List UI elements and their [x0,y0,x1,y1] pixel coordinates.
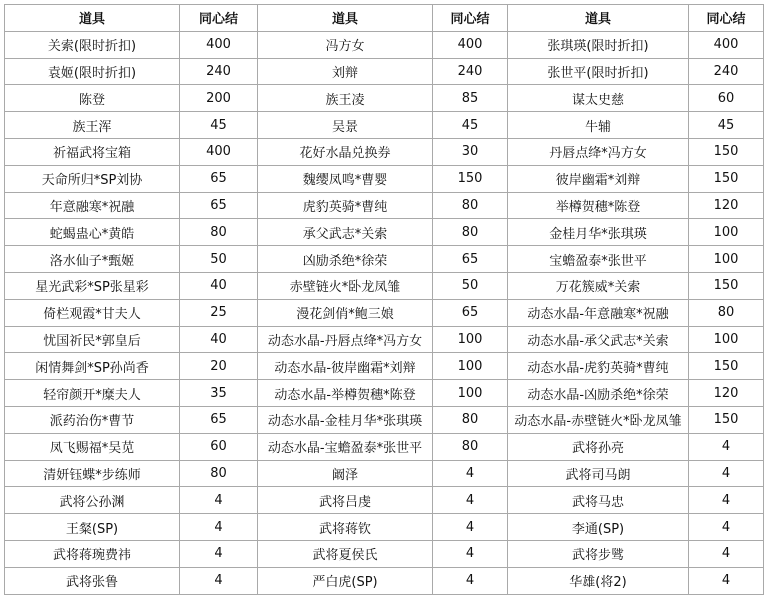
item-name-cell: 洛水仙子*甄姬 [5,246,180,273]
item-name-cell: 忧国祈民*郭皇后 [5,326,180,353]
header-item-3: 道具 [508,5,689,32]
knot-count-cell: 4 [433,567,508,594]
item-name-cell: 武将司马朗 [508,460,689,487]
item-name-cell: 动态水晶-举樽贺穗*陈登 [258,380,433,407]
knot-count-cell: 30 [433,138,508,165]
item-name-cell: 武将马忠 [508,487,689,514]
item-name-cell: 动态水晶-赤壁链火*卧龙凤雏 [508,406,689,433]
knot-count-cell: 240 [689,58,764,85]
table-row [5,138,764,165]
table-row [5,58,764,85]
knot-count-cell: 400 [689,31,764,58]
knot-count-cell: 40 [180,272,258,299]
knot-count-cell: 100 [689,246,764,273]
item-name-cell: 倚栏观霞*甘夫人 [5,299,180,326]
knot-count-cell: 80 [180,460,258,487]
table-row [5,299,764,326]
knot-count-cell: 80 [433,219,508,246]
knot-count-cell: 80 [433,433,508,460]
item-name-cell: 武将公孙渊 [5,487,180,514]
knot-count-cell: 240 [180,58,258,85]
item-name-cell: 武将夏侯氏 [258,540,433,567]
item-name-cell: 谋太史慈 [508,85,689,112]
item-name-cell: 武将步骘 [508,540,689,567]
item-name-cell: 动态水晶-宝蟾盈泰*张世平 [258,433,433,460]
table-row [5,219,764,246]
knot-count-cell: 85 [433,85,508,112]
knot-count-cell: 60 [180,433,258,460]
item-name-cell: 动态水晶-丹唇点绛*冯方女 [258,326,433,353]
knot-count-cell: 150 [689,165,764,192]
table-row [5,380,764,407]
item-name-cell: 蛇蝎蛊心*黄皓 [5,219,180,246]
knot-count-cell: 45 [689,112,764,139]
item-name-cell: 赤壁链火*卧龙凤雏 [258,272,433,299]
item-name-cell: 动态水晶-彼岸幽霜*刘辩 [258,353,433,380]
knot-count-cell: 65 [433,246,508,273]
item-name-cell: 承父武志*关索 [258,219,433,246]
table-row [5,433,764,460]
table-row [5,487,764,514]
knot-count-cell: 100 [433,353,508,380]
knot-count-cell: 45 [433,112,508,139]
item-name-cell: 魏缨凤鸣*曹婴 [258,165,433,192]
knot-count-cell: 25 [180,299,258,326]
item-name-cell: 刘辩 [258,58,433,85]
knot-count-cell: 100 [689,326,764,353]
knot-count-cell: 45 [180,112,258,139]
item-name-cell: 年意融寒*祝融 [5,192,180,219]
knot-count-cell: 120 [689,380,764,407]
item-name-cell: 凶励杀绝*徐荣 [258,246,433,273]
item-name-cell: 袁姬(限时折扣) [5,58,180,85]
knot-count-cell: 100 [433,326,508,353]
knot-count-cell: 4 [433,460,508,487]
knot-count-cell: 4 [433,487,508,514]
item-name-cell: 武将吕虔 [258,487,433,514]
knot-count-cell: 20 [180,353,258,380]
knot-count-cell: 100 [433,380,508,407]
knot-count-cell: 65 [433,299,508,326]
knot-count-cell: 80 [689,299,764,326]
knot-count-cell: 150 [689,272,764,299]
item-name-cell: 武将蒋琬费祎 [5,540,180,567]
table-row [5,406,764,433]
knot-count-cell: 200 [180,85,258,112]
header-value-1: 同心结 [180,5,258,32]
item-name-cell: 动态水晶-年意融寒*祝融 [508,299,689,326]
table-row [5,112,764,139]
knot-count-cell: 4 [433,540,508,567]
knot-count-cell: 40 [180,326,258,353]
item-name-cell: 张琪瑛(限时折扣) [508,31,689,58]
item-name-cell: 清妍钰蝶*步练师 [5,460,180,487]
item-name-cell: 严白虎(SP) [258,567,433,594]
exchange-table [4,4,764,595]
knot-count-cell: 4 [180,540,258,567]
table-row [5,540,764,567]
knot-count-cell: 4 [180,567,258,594]
item-name-cell: 丹唇点绛*冯方女 [508,138,689,165]
item-name-cell: 动态水晶-凶励杀绝*徐荣 [508,380,689,407]
item-name-cell: 举樽贺穗*陈登 [508,192,689,219]
knot-count-cell: 80 [433,406,508,433]
knot-count-cell: 100 [689,219,764,246]
knot-count-cell: 4 [689,567,764,594]
item-name-cell: 吴景 [258,112,433,139]
item-name-cell: 祈福武将宝箱 [5,138,180,165]
item-name-cell: 冯方女 [258,31,433,58]
table-row [5,567,764,594]
knot-count-cell: 4 [689,433,764,460]
knot-count-cell: 4 [180,514,258,541]
item-name-cell: 星光武彩*SP张星彩 [5,272,180,299]
header-value-3: 同心结 [689,5,764,32]
item-name-cell: 王粲(SP) [5,514,180,541]
table-row [5,85,764,112]
item-name-cell: 动态水晶-承父武志*关索 [508,326,689,353]
item-name-cell: 阚泽 [258,460,433,487]
item-name-cell: 武将张鲁 [5,567,180,594]
knot-count-cell: 4 [689,460,764,487]
item-name-cell: 张世平(限时折扣) [508,58,689,85]
table-row [5,192,764,219]
knot-count-cell: 50 [433,272,508,299]
knot-count-cell: 150 [689,353,764,380]
knot-count-cell: 4 [689,540,764,567]
item-name-cell: 牛辅 [508,112,689,139]
item-name-cell: 动态水晶-金桂月华*张琪瑛 [258,406,433,433]
item-name-cell: 族王凌 [258,85,433,112]
table-row [5,353,764,380]
knot-count-cell: 35 [180,380,258,407]
knot-count-cell: 80 [433,192,508,219]
table-row [5,326,764,353]
knot-count-cell: 60 [689,85,764,112]
header-row [5,5,764,32]
table-row [5,31,764,58]
item-name-cell: 武将孙亮 [508,433,689,460]
table-row [5,272,764,299]
item-name-cell: 武将蒋钦 [258,514,433,541]
knot-count-cell: 240 [433,58,508,85]
item-name-cell: 陈登 [5,85,180,112]
knot-count-cell: 400 [180,138,258,165]
item-name-cell: 彼岸幽霜*刘辩 [508,165,689,192]
knot-count-cell: 65 [180,406,258,433]
header-item-2: 道具 [258,5,433,32]
item-name-cell: 闲情舞剑*SP孙尚香 [5,353,180,380]
knot-count-cell: 4 [689,514,764,541]
knot-count-cell: 400 [180,31,258,58]
header-item-1: 道具 [5,5,180,32]
knot-count-cell: 50 [180,246,258,273]
item-name-cell: 轻帘颜开*糜夫人 [5,380,180,407]
knot-count-cell: 80 [180,219,258,246]
table-row [5,514,764,541]
table-row [5,165,764,192]
item-name-cell: 虎豹英骑*曹纯 [258,192,433,219]
item-name-cell: 宝蟾盈泰*张世平 [508,246,689,273]
item-name-cell: 天命所归*SP刘协 [5,165,180,192]
item-name-cell: 派药治伤*曹节 [5,406,180,433]
knot-count-cell: 65 [180,192,258,219]
item-name-cell: 关索(限时折扣) [5,31,180,58]
item-name-cell: 动态水晶-虎豹英骑*曹纯 [508,353,689,380]
item-name-cell: 花好水晶兑换券 [258,138,433,165]
item-name-cell: 华雄(将2) [508,567,689,594]
item-name-cell: 凤飞赐福*吴苋 [5,433,180,460]
item-name-cell: 金桂月华*张琪瑛 [508,219,689,246]
table-row [5,246,764,273]
knot-count-cell: 65 [180,165,258,192]
knot-count-cell: 400 [433,31,508,58]
knot-count-cell: 150 [689,406,764,433]
item-name-cell: 万花簇威*关索 [508,272,689,299]
knot-count-cell: 4 [433,514,508,541]
item-name-cell: 漫花剑俏*鲍三娘 [258,299,433,326]
knot-count-cell: 150 [433,165,508,192]
knot-count-cell: 150 [689,138,764,165]
table-row [5,460,764,487]
knot-count-cell: 120 [689,192,764,219]
knot-count-cell: 4 [689,487,764,514]
item-name-cell: 族王浑 [5,112,180,139]
knot-count-cell: 4 [180,487,258,514]
header-value-2: 同心结 [433,5,508,32]
item-name-cell: 李通(SP) [508,514,689,541]
